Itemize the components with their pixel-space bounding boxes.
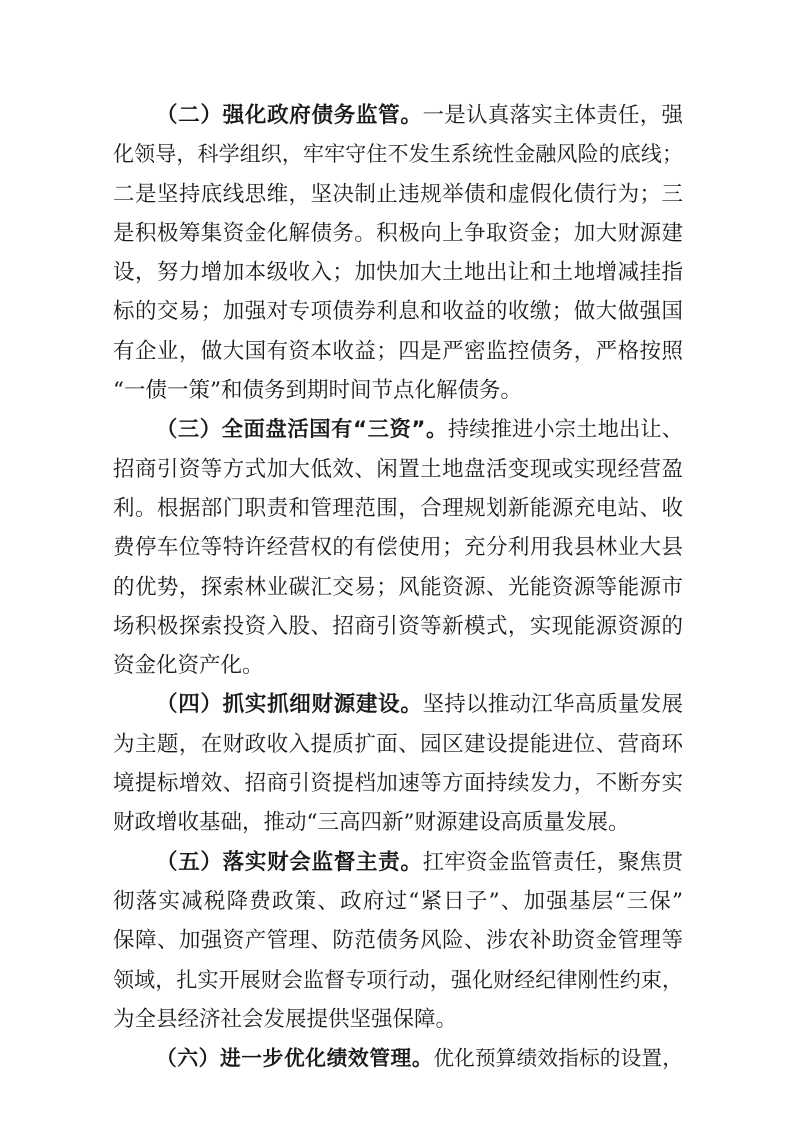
body-text: 持续推进小宗土地出让、 [447,417,684,443]
body-line: 彻落实减税降费政策、政府过“紧日子”、加强基层“三保” [113,888,683,914]
body-line: 为主题，在财政收入提质扩面、园区建设提能进位、营商环 [113,731,683,757]
body-line: 利。根据部门职责和管理范围，合理规划新能源充电站、收 [113,495,683,521]
body-line: 领域，扎实开展财会监督专项行动，强化财经纪律刚性约束， [113,967,683,992]
body-line: 的优势，探索林业碳汇交易；风能资源、光能资源等能源市 [113,574,683,600]
body-line: 费停车位等特许经营权的有偿使用；充分利用我县林业大县 [113,535,683,561]
section-heading: （三）全面盘活国有“三资”。 [156,417,448,443]
paragraph-first-line [113,410,683,449]
body-line: 财政增收基础，推动“三高四新”财源建设高质量发展。 [113,810,630,836]
paragraph-performance-management [113,1039,683,1078]
body-text: 坚持以推动江华高质量发展 [422,692,683,718]
section-heading: （五）落实财会监督主责。 [156,849,423,875]
body-line: 为全县经济社会发展提供坚强保障。 [113,1006,458,1032]
body-line: 化领导，科学组织，牢牢守住不发生系统性金融风险的底线； [113,142,683,167]
body-line: 设，努力增加本级收入；加快加大土地出让和土地增减挂指 [113,260,683,286]
body-text: 优化预算绩效指标的设置， [433,1046,683,1071]
section-heading: （六）进一步优化绩效管理。 [156,1046,434,1071]
body-line: 招商引资等方式加大低效、闲置土地盘活变现或实现经营盈 [113,456,683,482]
document-page [113,96,683,1078]
body-line: 场积极探索投资入股、招商引资等新模式，实现能源资源的 [113,613,683,639]
paragraph-first-line [113,685,683,724]
body-line: 是积极筹集资金化解债务。积极向上争取资金；加大财源建 [113,220,683,246]
body-line: “一债一策”和债务到期时间节点化解债务。 [113,378,522,404]
paragraph-state-assets [113,410,683,685]
section-heading: （四）抓实抓细财源建设。 [156,692,423,718]
paragraph-debt-supervision [113,96,683,410]
paragraph-first-line [113,1039,683,1078]
body-text: 一是认真落实主体责任，强 [422,103,683,128]
paragraph-first-line [113,96,683,135]
body-line: 境提标增效、招商引资提档加速等方面持续发力，不断夯实 [113,771,683,797]
paragraph-first-line [113,843,683,882]
body-line: 标的交易；加强对专项债券利息和收益的收缴；做大做强国 [113,299,683,325]
body-line: 二是坚持底线思维，坚决制止违规举债和虚假化债行为；三 [113,181,683,207]
body-line: 保障、加强资产管理、防范债务风险、涉农补助资金管理等 [113,928,683,954]
body-text: 扛牢资金监管责任，聚焦贯 [422,849,683,875]
body-line: 资金化资产化。 [113,653,264,679]
paragraph-accounting-supervision [113,843,683,1039]
section-heading: （二）强化政府债务监管。 [156,103,423,128]
paragraph-revenue-building [113,685,683,842]
body-line: 有企业，做大国有资本收益；四是严密监控债务，严格按照 [113,338,683,364]
